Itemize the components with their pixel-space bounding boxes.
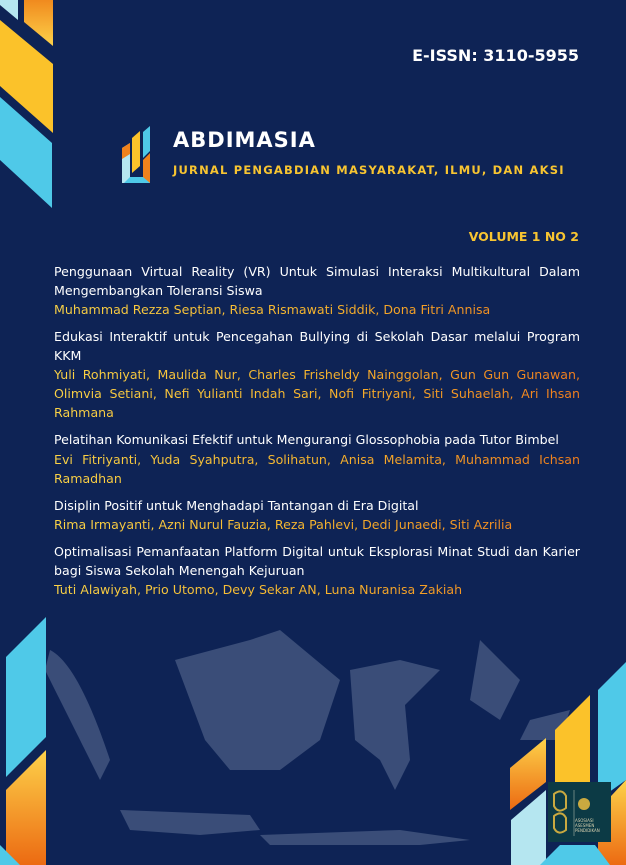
- article-item: [54, 328, 580, 422]
- article-authors: Rima Irmayanti, Azni Nurul Fauzia, Reza Pahlevi, Dedi Junaedi, Siti Azrilia: [54, 515, 580, 534]
- article-item: [54, 497, 580, 535]
- bottom-left-stripes: [0, 617, 46, 865]
- volume-number: VOLUME 1 NO 2: [468, 229, 579, 244]
- article-title: Optimalisasi Pemanfaatan Platform Digital untuk Eksplorasi Minat Studi dan Karier bagi Siswa Sekolah Menengah Kejuruan: [54, 544, 580, 578]
- association-name: ASOSIASI ASESMEN PENDIDIKAN: [575, 818, 600, 833]
- article-item: [54, 431, 580, 488]
- article-list: [54, 263, 580, 608]
- article-title: Penggunaan Virtual Reality (VR) Untuk Simulasi Interaksi Multikultural Dalam Mengembangkan Toleransi Siswa: [54, 264, 580, 298]
- top-left-stripes: [0, 0, 53, 208]
- journal-subtitle: JURNAL PENGABDIAN MASYARAKAT, ILMU, DAN AKSI: [173, 163, 565, 177]
- article-title: Pelatihan Komunikasi Efektif untuk Mengurangi Glossophobia pada Tutor Bimbel: [54, 432, 559, 447]
- journal-title: ABDIMASIA: [173, 128, 316, 152]
- association-logo: [548, 782, 611, 842]
- article-item: [54, 263, 580, 319]
- article-title: Edukasi Interaktif untuk Pencegahan Bullying di Sekolah Dasar melalui Program KKM: [54, 329, 580, 363]
- article-item: [54, 543, 580, 599]
- indonesia-map: [45, 630, 570, 845]
- article-authors: Tuti Alawiyah, Prio Utomo, Devy Sekar AN, Luna Nuranisa Zakiah: [54, 580, 580, 599]
- association-emblem-icon: [548, 782, 611, 842]
- article-authors: Yuli Rohmiyati, Maulida Nur, Charles Frisheldy Nainggolan, Gun Gun Gunawan, Olimvia Setiani, Nefi Yulianti Indah Sari, Nofi Fitriyani, Siti Suhaelah, Ari Ihsan Rahmana: [54, 367, 580, 420]
- journal-logo-icon: [122, 126, 154, 184]
- article-authors: Evi Fitriyanti, Yuda Syahputra, Solihatun, Anisa Melamita, Muhammad Ichsan Ramadhan: [54, 451, 580, 486]
- issn-number: E-ISSN: 3110-5955: [412, 46, 579, 65]
- article-authors: Muhammad Rezza Septian, Riesa Rismawati Siddik, Dona Fitri Annisa: [54, 300, 580, 319]
- article-title: Disiplin Positif untuk Menghadapi Tantangan di Era Digital: [54, 497, 419, 513]
